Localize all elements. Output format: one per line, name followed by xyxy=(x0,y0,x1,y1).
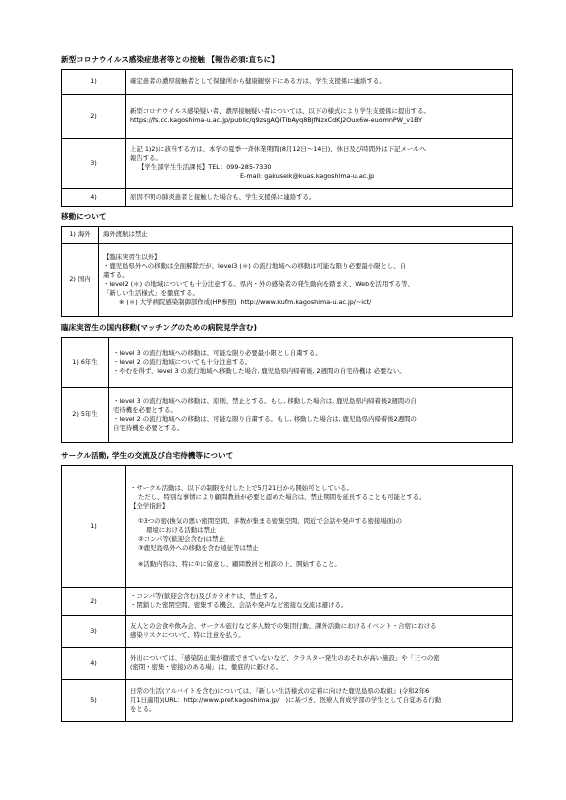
hospital-link[interactable]: ※ (＊) 大学病院感染制御部作成(HP参照) http://www.kufm.kagoshima-u.ac.jp/~ict/ xyxy=(119,297,372,306)
row-content xyxy=(109,337,513,387)
text-line: 外出については、「感染防止策が徹底できていないなど、クラスター発生のおそれが高い施設」や「三つの密 xyxy=(130,654,440,663)
row-number: 2) 国内 xyxy=(62,243,99,316)
text-line: ・level 3 の流行地域への移動は、原則、禁止とする。もし, 移動した場合は, 鹿児島県内帰着後2週間の自 xyxy=(113,396,417,405)
table-row xyxy=(62,337,513,387)
table-row xyxy=(62,94,513,138)
text-line: ・閉鎖した密閉空間、密集する機会、会話や発声など密接な交流は避ける。 xyxy=(130,601,348,610)
section-title: サークル活動, 学生の交流及び自宅待機等について xyxy=(61,451,234,460)
travel-table xyxy=(61,226,513,317)
table-row xyxy=(62,465,513,587)
text-line: 「新しい生活様式」を徹底する。 xyxy=(103,288,199,297)
text-line: (密閉・密集・密接)のある場」は、徹底的に避ける。 xyxy=(130,663,282,672)
table-row xyxy=(62,243,513,316)
text-line: 原因不明の肺炎患者と接触した場合も、学生支援係に連絡する。 xyxy=(130,192,316,201)
prefecture-link[interactable]: 月1日適用)(URL：http://www.pref.kagoshima.jp/ )に基づき、医療人育成学部の学生として自覚ある行動 xyxy=(130,695,442,704)
row-content xyxy=(126,94,513,138)
text-line: 宅待機を必要とする。 xyxy=(113,405,177,414)
text-line: ・コンパ等(歓迎会含む)及びカラオケは、禁止する。 xyxy=(130,592,282,601)
row-number: 4) xyxy=(62,188,126,206)
text-line: ②コンパ等(歓迎会含む)は禁止 xyxy=(138,535,225,544)
row-number: 1) xyxy=(62,465,126,587)
row-content xyxy=(126,69,513,94)
text-line: 自宅待機を必要とする。 xyxy=(113,423,184,432)
row-content xyxy=(126,587,513,615)
text-line: をとる。 xyxy=(130,704,156,713)
text-line: ただし、特別な事情により顧問教員が必要と認めた場合は、禁止期間を延長することも可能とする。 xyxy=(138,493,426,501)
section-title: 臨床実習生の国内移動(マッチングのための病院見学含む) xyxy=(61,323,257,332)
text-line: 確定患者の濃厚接触者として保健所から健康観察下にある方は、学生支援係に連絡する。 xyxy=(130,77,386,86)
section-circle-activities xyxy=(61,451,513,722)
row-content xyxy=(126,615,513,647)
text-line: 粛する。 xyxy=(103,270,129,279)
text-line: ・level 2 の流行地域についても十分注意する。 xyxy=(113,357,252,366)
row-content xyxy=(99,243,513,316)
row-content xyxy=(126,188,513,206)
table-row xyxy=(62,138,513,188)
text-line: ※活動内容は、特に①に留意し、顧問教員と相談の上、開始すること。 xyxy=(138,559,341,568)
table-row xyxy=(62,226,513,243)
text-line: ・level2 (＊) の地域についても十分注意する。県内・外の感染者の発生動向を踏まえ、Webを活用する等、 xyxy=(103,279,414,288)
row-number: 2) xyxy=(62,587,126,615)
row-content xyxy=(126,465,513,587)
table-row xyxy=(62,69,513,94)
section-travel xyxy=(61,212,513,317)
row-number: 3) xyxy=(62,138,126,188)
section-contact xyxy=(61,55,513,207)
section-clinical-students xyxy=(61,323,513,443)
text-line: 友人との会食や飲み会、サークル旅行など多人数での集団行動、課外活動におけるイベント・合宿における xyxy=(130,622,437,631)
clinical-table xyxy=(61,337,513,443)
row-number: 5) xyxy=(62,679,126,721)
text-line: 【学生部学生生活課長】TEL：099-285-7330 xyxy=(138,163,272,172)
row-number: 1) 海外 xyxy=(62,226,99,243)
text-line: 新型コロナウイルス感染疑い者、濃厚接触疑い者については、以下の様式により学生支援係に提出する。 xyxy=(130,107,430,116)
text-line: ・level 2 の流行地域への移動は、可能な限り自粛する。もし, 移動した場合は, 鹿児島県内帰着後2週間の xyxy=(113,414,417,423)
row-number: 1) xyxy=(62,69,126,94)
row-number: 2) 5年生 xyxy=(62,387,109,442)
text-line: ③鹿児島県外への移動を含む遠征等は禁止 xyxy=(138,544,259,553)
table-row xyxy=(62,387,513,442)
text-line: 感染リスクについて、特に注意を払う。 xyxy=(130,631,245,640)
row-number: 1) 6年生 xyxy=(62,337,109,387)
row-content xyxy=(99,226,513,243)
text-line: ・鹿児島県外への移動は全面解除だが、level3 (＊) の流行地域への移動は可能な限り必要最小限とし、自 xyxy=(103,261,407,270)
table-row xyxy=(62,647,513,679)
row-number: 3) xyxy=(62,615,126,647)
form-link[interactable]: https://fs.cc.kagoshima-u.ac.jp/public/q9zsgAQITIbAyq8BjfNzxCdKJ2Oux6w-euomnPW_v1BY xyxy=(130,116,423,125)
text-line: 【臨床実習生以外】 xyxy=(103,252,161,261)
row-content xyxy=(126,679,513,721)
row-number: 4) xyxy=(62,647,126,679)
contact-email[interactable]: E-mail: gakuseik@kuas.kagoshima-u.ac.jp xyxy=(240,172,375,181)
section-title: 移動について xyxy=(61,212,107,221)
text-line: 上記 1)2)に該当する方は、本学の夏季一斉休業期間(8月12日～14日)、休日及び時間外は下記メールへ xyxy=(130,145,426,154)
table-row xyxy=(62,615,513,647)
row-content xyxy=(126,647,513,679)
table-row xyxy=(62,188,513,206)
text-line: ・サークル活動は、以下の制限を付した上で5月21日から開始可としている。 xyxy=(130,483,353,492)
contact-table xyxy=(61,69,513,207)
text-line: 【全学指針】 xyxy=(130,502,169,511)
row-content xyxy=(126,138,513,188)
activities-table xyxy=(61,465,513,722)
text-line: 海外渡航は禁止 xyxy=(103,230,148,239)
text-line: ①3つの密(換気の悪い密閉空間、多数が集まる密集空間、間近で会話や発声する密接場面)の xyxy=(138,517,403,526)
row-content xyxy=(109,387,513,442)
table-row xyxy=(62,587,513,615)
section-title: 新型コロナウイルス感染症患者等との接触 【報告必須:直ちに】 xyxy=(61,55,279,64)
table-row xyxy=(62,679,513,721)
text-line: 日常の生活(アルバイトを含む)については、『新しい生活様式の定着に向けた鹿児島県の取組』(令和2年6 xyxy=(130,686,430,695)
text-line: ・level 3 の流行地域への移動は、可能な限り必要最小限とし自粛する。 xyxy=(113,348,322,357)
text-line: 報告する。 xyxy=(130,154,162,163)
text-line: ・やむを得ず、level 3 の流行地域へ移動した場合, 鹿児島県内帰着後, 2週間の自宅待機は 必要ない。 xyxy=(113,366,406,375)
text-line: 環境における活動は禁止 xyxy=(146,526,217,535)
row-number: 2) xyxy=(62,94,126,138)
